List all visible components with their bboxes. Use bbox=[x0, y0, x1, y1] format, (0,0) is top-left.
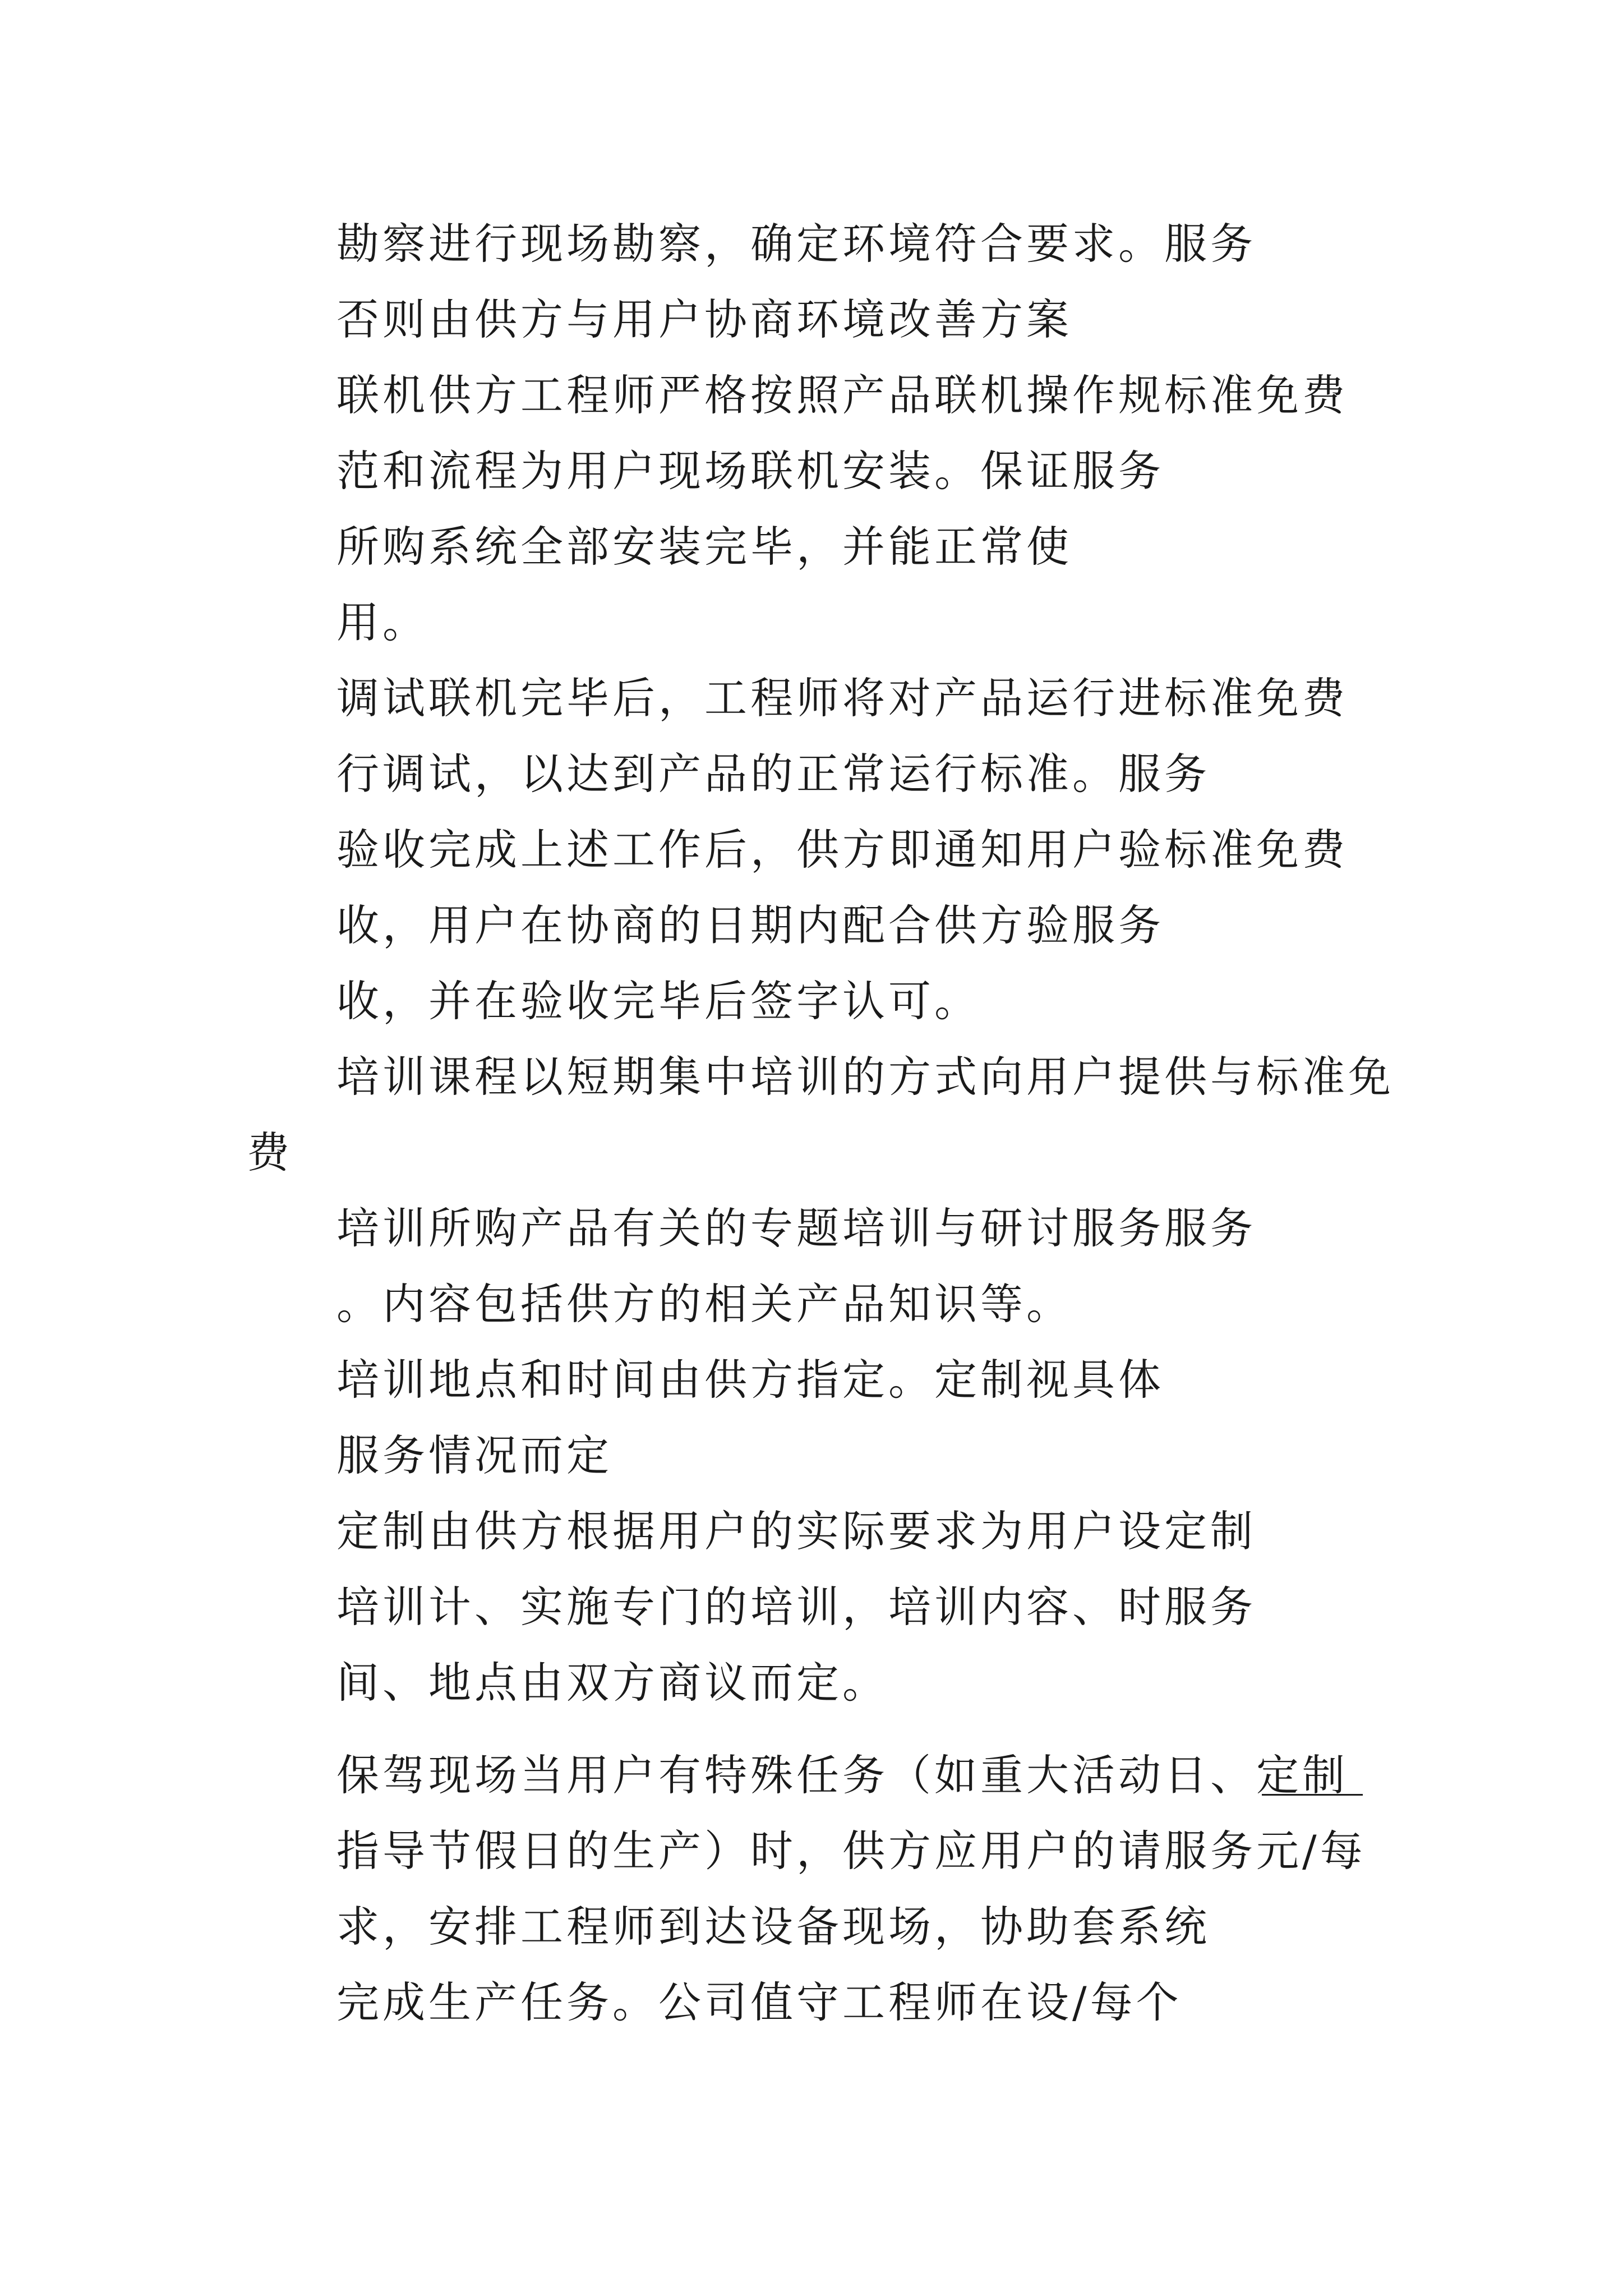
text-line: 间、地点由双方商议而定。 bbox=[336, 1658, 888, 1708]
text-line: 收，并在验收完毕后签字认可。 bbox=[336, 976, 980, 1026]
text-line: 指导节假日的生产）时，供方应用户的请服务元/每 bbox=[336, 1826, 1366, 1876]
text-line: 培训地点和时间由供方指定。定制视具体 bbox=[336, 1355, 1164, 1405]
text-line: 调试联机完毕后，工程师将对产品运行进标准免费 bbox=[336, 673, 1348, 723]
fill-in-blank-rule bbox=[1262, 1794, 1363, 1796]
text-line: 。内容包括供方的相关产品知识等。 bbox=[336, 1279, 1072, 1329]
text-line: 验收完成上述工作后，供方即通知用户验标准免费 bbox=[336, 825, 1348, 875]
text-line: 定制由供方根据用户的实际要求为用户设定制 bbox=[336, 1506, 1256, 1556]
text-line: 联机供方工程师严格按照产品联机操作规标准免费 bbox=[336, 370, 1348, 420]
text-line: 保驾现场当用户有特殊任务（如重大活动日、定制 bbox=[336, 1750, 1348, 1800]
text-line: 培训计、实施专门的培训，培训内容、时服务 bbox=[336, 1582, 1256, 1632]
text-line: 所购系统全部安装完毕，并能正常使 bbox=[336, 522, 1072, 572]
text-line: 完成生产任务。公司值守工程师在设/每个 bbox=[336, 1977, 1182, 2027]
text-line: 行调试，以达到产品的正常运行标准。服务 bbox=[336, 749, 1210, 799]
text-line: 用。 bbox=[336, 597, 428, 647]
text-line: 培训所购产品有关的专题培训与研讨服务服务 bbox=[336, 1203, 1256, 1253]
text-line: 范和流程为用户现场联机安装。保证服务 bbox=[336, 446, 1164, 496]
text-line: 勘察进行现场勘察，确定环境符合要求。服务 bbox=[336, 219, 1256, 269]
text-line: 费 bbox=[247, 1128, 293, 1177]
text-line: 服务情况而定 bbox=[336, 1430, 612, 1480]
text-line: 求，安排工程师到达设备现场，协助套系统 bbox=[336, 1902, 1210, 1952]
text-line: 收，用户在协商的日期内配合供方验服务 bbox=[336, 900, 1164, 950]
text-line: 否则由供方与用户协商环境改善方案 bbox=[336, 295, 1072, 344]
text-line: 培训课程以短期集中培训的方式向用户提供与标准免 bbox=[336, 1052, 1394, 1102]
